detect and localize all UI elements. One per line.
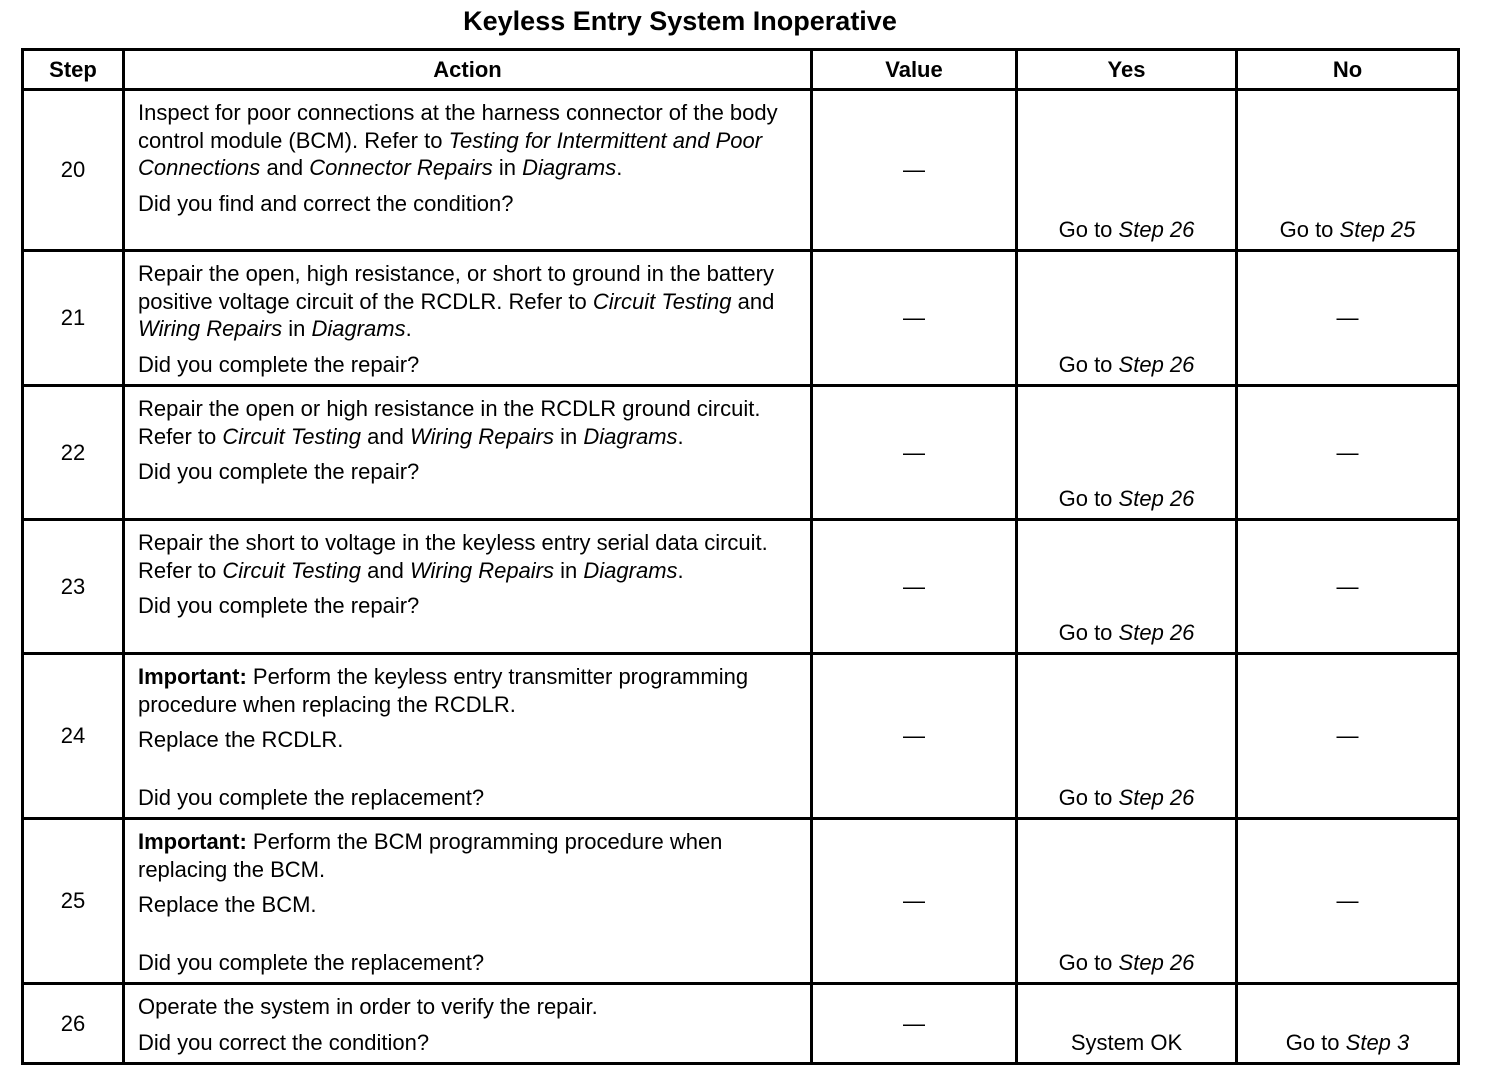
step-number: 26 bbox=[23, 984, 124, 1064]
action-text: Replace the RCDLR. bbox=[138, 727, 344, 752]
table-row bbox=[23, 984, 1459, 1064]
action-question: Did you complete the repair? bbox=[138, 459, 420, 484]
ref-link: Circuit Testing bbox=[592, 288, 732, 314]
yes-step-ref: Step 26 bbox=[1118, 785, 1195, 810]
action-cell bbox=[124, 520, 812, 654]
no-step-ref: Step 25 bbox=[1339, 217, 1416, 242]
important-label: Important: bbox=[138, 664, 247, 689]
diagnostic-table bbox=[21, 48, 1460, 1065]
action-cell bbox=[124, 654, 812, 819]
action-question: Did you complete the replacement? bbox=[138, 784, 485, 810]
ref-link: Circuit Testing bbox=[222, 557, 361, 583]
no-cell: — bbox=[1237, 251, 1459, 386]
yes-cell: Go to Step 26 bbox=[1017, 251, 1237, 386]
yes-cell: System OK bbox=[1017, 984, 1237, 1064]
header-row bbox=[23, 50, 1459, 90]
yes-cell: Go to Step 26 bbox=[1017, 386, 1237, 520]
step-number: 20 bbox=[23, 90, 124, 251]
no-step-ref: Step 3 bbox=[1345, 1030, 1410, 1055]
yes-cell: Go to Step 26 bbox=[1017, 90, 1237, 251]
action-cell bbox=[124, 90, 812, 251]
ref-link: Wiring Repairs bbox=[138, 316, 283, 341]
ref-link: Connector Repairs bbox=[309, 155, 493, 180]
header-step: Step bbox=[23, 50, 124, 90]
no-cell: — bbox=[1237, 654, 1459, 819]
yes-step-ref: Step 26 bbox=[1118, 950, 1195, 975]
no-cell: — bbox=[1237, 520, 1459, 654]
header-no: No bbox=[1237, 50, 1459, 90]
action-text: Repair the open or high resistance in the RCDLR ground circuit. Refer to Circuit Testing and Wiring Repairs in Diagrams. bbox=[138, 396, 761, 449]
ref-link: Testing for Intermittent and Poor Connections bbox=[138, 127, 763, 180]
no-cell: Go to Step 3 bbox=[1237, 984, 1459, 1064]
action-question: Did you complete the repair? bbox=[138, 593, 420, 618]
ref-link: Circuit Testing bbox=[222, 423, 361, 449]
table-row bbox=[23, 654, 1459, 819]
action-cell bbox=[124, 386, 812, 520]
value-cell: — bbox=[812, 984, 1017, 1064]
ref-link: Wiring Repairs bbox=[409, 557, 555, 583]
step-number: 23 bbox=[23, 520, 124, 654]
action-text: Operate the system in order to verify the repair. bbox=[138, 994, 598, 1019]
action-question: Did you complete the repair? bbox=[138, 351, 420, 377]
action-question: Did you find and correct the condition? bbox=[138, 190, 514, 216]
yes-step-ref: Step 26 bbox=[1118, 217, 1195, 242]
important-note: Important: Perform the BCM programming procedure when replacing the BCM. bbox=[138, 829, 723, 882]
page-title: Keyless Entry System Inoperative bbox=[463, 6, 897, 36]
yes-cell: Go to Step 26 bbox=[1017, 819, 1237, 984]
table-row bbox=[23, 251, 1459, 386]
no-cell: — bbox=[1237, 819, 1459, 984]
step-number: 24 bbox=[23, 654, 124, 819]
yes-cell: Go to Step 26 bbox=[1017, 520, 1237, 654]
value-cell: — bbox=[812, 520, 1017, 654]
no-cell: Go to Step 25 bbox=[1237, 90, 1459, 251]
action-cell bbox=[124, 819, 812, 984]
table-row bbox=[23, 520, 1459, 654]
value-cell: — bbox=[812, 819, 1017, 984]
value-cell: — bbox=[812, 386, 1017, 520]
yes-cell: Go to Step 26 bbox=[1017, 654, 1237, 819]
yes-step-ref: Step 26 bbox=[1118, 486, 1195, 511]
table-row bbox=[23, 819, 1459, 984]
action-text: Repair the open, high resistance, or short to ground in the battery positive voltage circuit of the RCDLR. Refer to Circuit Testing and Wiring Repairs in Diagrams. bbox=[138, 261, 775, 341]
ref-link: Diagrams bbox=[583, 557, 678, 583]
action-question: Did you complete the replacement? bbox=[138, 949, 485, 975]
yes-step-ref: Step 26 bbox=[1118, 620, 1195, 645]
value-cell: — bbox=[812, 251, 1017, 386]
value-cell: — bbox=[812, 654, 1017, 819]
value-cell: — bbox=[812, 90, 1017, 251]
step-number: 25 bbox=[23, 819, 124, 984]
header-value: Value bbox=[812, 50, 1017, 90]
action-cell bbox=[124, 251, 812, 386]
action-text: Replace the BCM. bbox=[138, 892, 317, 917]
action-question: Did you correct the condition? bbox=[138, 1029, 430, 1055]
table-row bbox=[23, 90, 1459, 251]
ref-link: Diagrams bbox=[583, 423, 678, 449]
action-text: Inspect for poor connections at the harness connector of the body control module (BCM). Refer to Testing for Intermittent and Poor Connections and Connector Repairs in Diagrams. bbox=[138, 100, 778, 180]
action-cell bbox=[124, 984, 812, 1064]
important-note: Important: Perform the keyless entry transmitter programming procedure when replacing the RCDLR. bbox=[138, 664, 749, 717]
step-number: 21 bbox=[23, 251, 124, 386]
no-cell: — bbox=[1237, 386, 1459, 520]
step-number: 22 bbox=[23, 386, 124, 520]
action-text: Repair the short to voltage in the keyless entry serial data circuit. Refer to Circuit Testing and Wiring Repairs in Diagrams. bbox=[138, 530, 768, 583]
header-action: Action bbox=[124, 50, 812, 90]
important-label: Important: bbox=[138, 829, 247, 854]
ref-link: Diagrams bbox=[522, 155, 617, 180]
table-row bbox=[23, 386, 1459, 520]
yes-step-ref: Step 26 bbox=[1118, 352, 1195, 377]
ref-link: Wiring Repairs bbox=[409, 423, 555, 449]
header-yes: Yes bbox=[1017, 50, 1237, 90]
ref-link: Diagrams bbox=[311, 316, 406, 341]
